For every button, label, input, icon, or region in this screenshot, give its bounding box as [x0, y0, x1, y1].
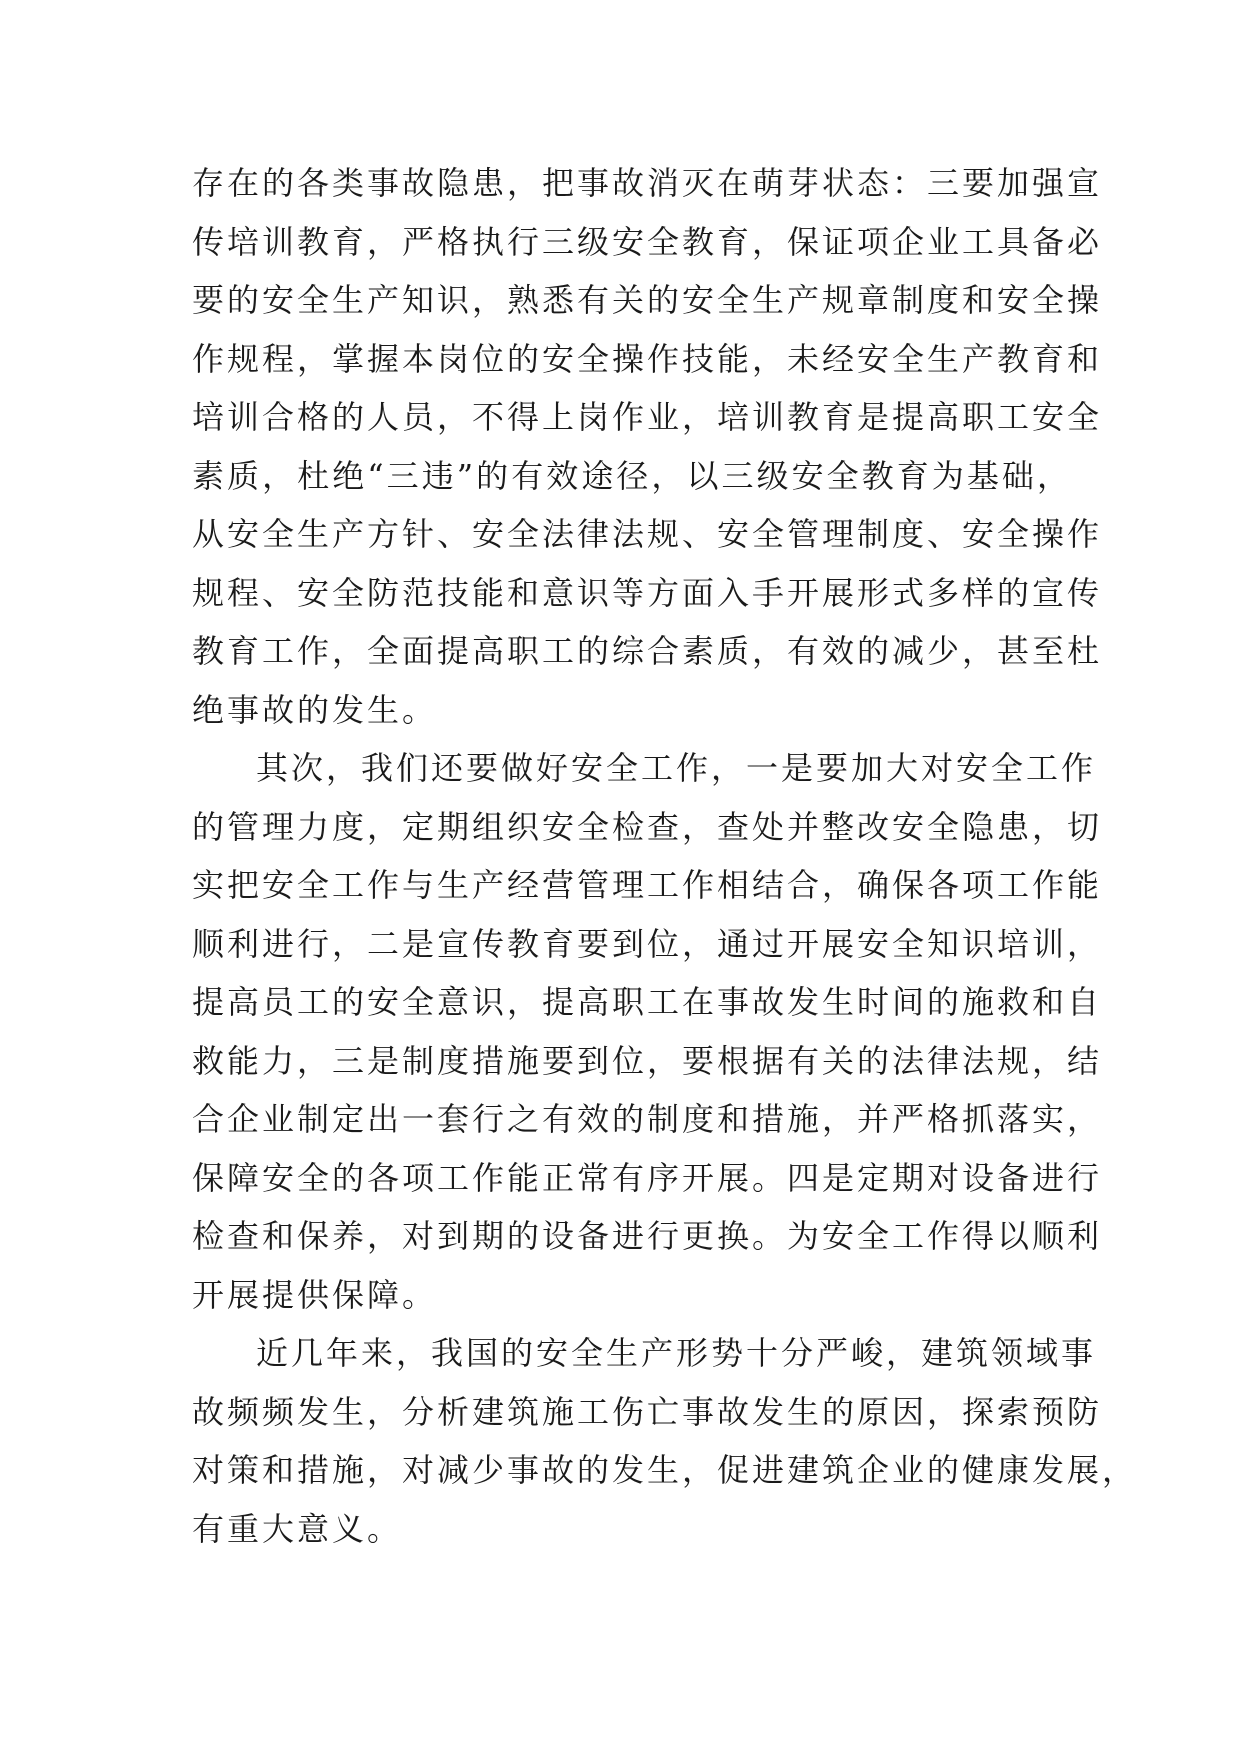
text-line: 救能力，三是制度措施要到位，要根据有关的法律法规，结 — [192, 1041, 1103, 1080]
text-line: 合企业制定出一套行之有效的制度和措施，并严格抓落实， — [192, 1100, 1103, 1138]
text-line: 提高员工的安全意识，提高职工在事故发生时间的施救和自 — [192, 983, 1103, 1021]
text-line: 存在的各类事故隐患，把事故消灭在萌芽状态：三要加强宣 — [192, 164, 1103, 202]
text-line: 故频频发生，分析建筑施工伤亡事故发生的原因，探索预防 — [192, 1392, 1103, 1431]
text-line: 检查和保养，对到期的设备进行更换。为安全工作得以顺利 — [192, 1217, 1103, 1255]
text-line: 传培训教育，严格执行三级安全教育，保证项企业工具备必 — [192, 222, 1103, 261]
text-line: 保障安全的各项工作能正常有序开展。四是定期对设备进行 — [192, 1158, 1103, 1197]
text-line: 教育工作，全面提高职工的综合素质，有效的减少，甚至杜 — [192, 632, 1103, 670]
text-line: 顺利进行，二是宣传教育要到位，通过开展安全知识培训， — [192, 924, 1103, 963]
text-line: 的管理力度，定期组织安全检查，查处并整改安全隐患，切 — [192, 807, 1103, 846]
paragraph-2 — [192, 739, 1103, 1324]
text-line: 开展提供保障。 — [192, 1275, 438, 1314]
text-line: 有重大意义。 — [192, 1509, 403, 1548]
text-line: 实把安全工作与生产经营管理工作相结合，确保各项工作能 — [192, 866, 1103, 904]
text-line: 绝事故的发生。 — [192, 690, 438, 729]
text-line: 作规程，掌握本岗位的安全操作技能，未经安全生产教育和 — [192, 339, 1103, 378]
text-line: 素质，杜绝“三违”的有效途径，以三级安全教育为基础， — [192, 456, 1072, 495]
body-text — [192, 154, 1138, 1558]
text-line: 其次，我们还要做好安全工作，一是要加大对安全工作 — [256, 749, 1097, 787]
text-line: 近几年来，我国的安全生产形势十分严峻，建筑领域事 — [256, 1334, 1097, 1372]
paragraph-1 — [192, 154, 1103, 739]
text-line: 培训合格的人员，不得上岗作业，培训教育是提高职工安全 — [192, 398, 1103, 436]
text-line: 要的安全生产知识，熟悉有关的安全生产规章制度和安全操 — [192, 281, 1103, 319]
text-line: 从安全生产方针、安全法律法规、安全管理制度、安全操作 — [192, 515, 1103, 553]
text-line: 规程、安全防范技能和意识等方面入手开展形式多样的宣传 — [192, 573, 1103, 612]
paragraph-3 — [192, 1324, 1138, 1558]
text-line: 对策和措施，对减少事故的发生，促进建筑企业的健康发展， — [192, 1451, 1138, 1489]
